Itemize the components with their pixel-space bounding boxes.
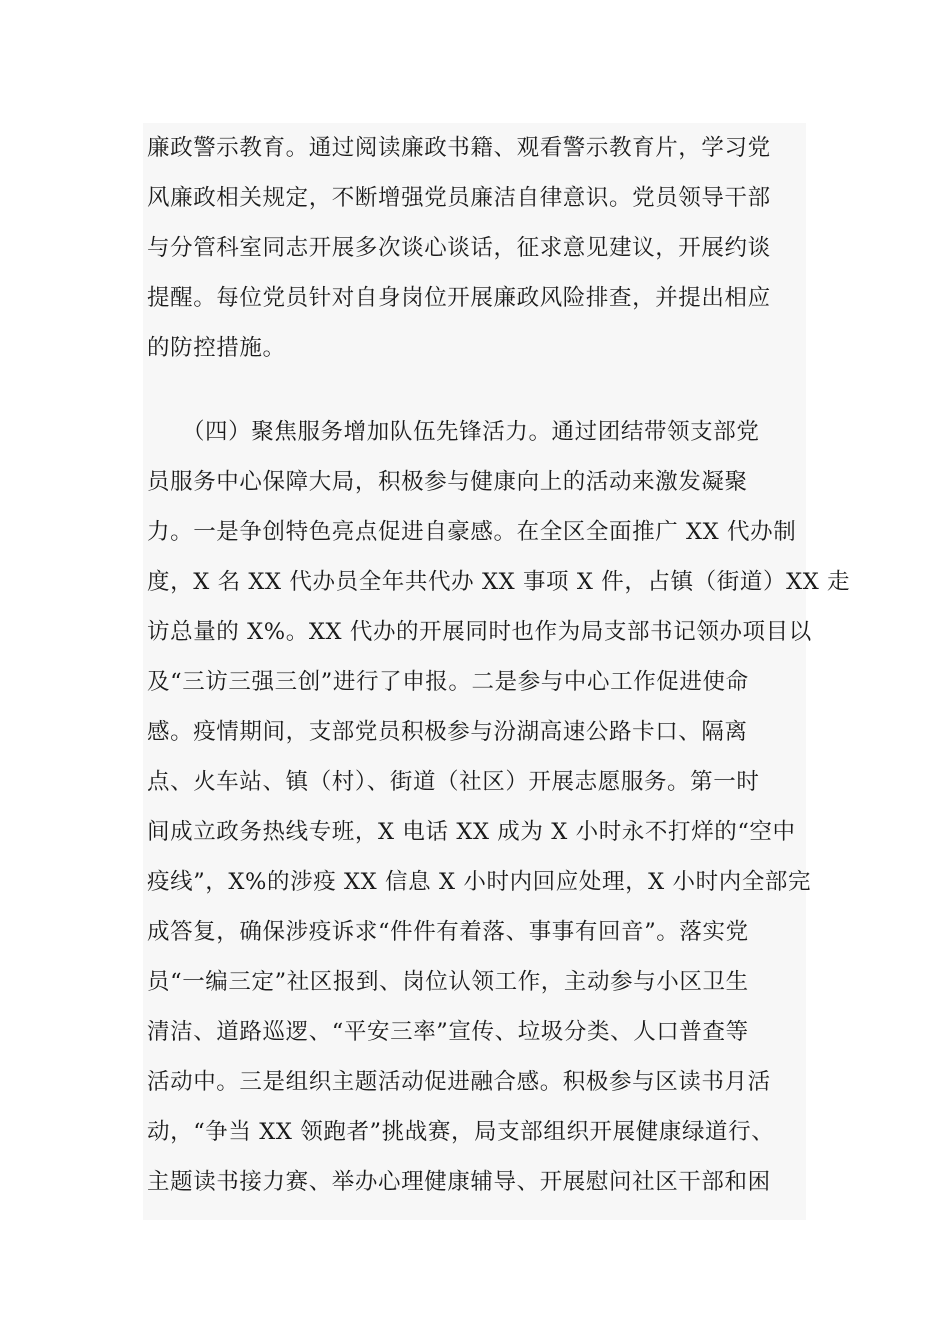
text-line: 清洁、道路巡逻、“平安三率”宣传、垃圾分类、人口普查等 [147, 1019, 749, 1045]
text-line: 动，“争当 XX 领跑者”挑战赛，局支部组织开展健康绿道行、 [147, 1119, 775, 1145]
text-line: 与分管科室同志开展多次谈心谈话，征求意见建议，开展约谈 [147, 235, 771, 261]
text-line: 点、火车站、镇（村）、街道（社区）开展志愿服务。第一时 [147, 769, 760, 795]
document-text-area [143, 123, 851, 1220]
text-line: 活动中。三是组织主题活动促进融合感。积极参与区读书月活 [147, 1069, 771, 1095]
text-line: 提醒。每位党员针对自身岗位开展廉政风险排查，并提出相应 [147, 285, 771, 311]
text-line: （四）聚焦服务增加队伍先锋活力。通过团结带领支部党 [147, 419, 760, 445]
text-line: 风廉政相关规定，不断增强党员廉洁自律意识。党员领导干部 [147, 185, 771, 211]
text-line: 及“三访三强三创”进行了申报。二是参与中心工作促进使命 [147, 669, 749, 695]
text-line: 间成立政务热线专班，X 电话 XX 成为 X 小时永不打烊的“空中 [147, 819, 796, 845]
text-line: 成答复，确保涉疫诉求“件件有着落、事事有回音”。落实党 [147, 919, 749, 945]
text-line: 疫线”，X%的涉疫 XX 信息 X 小时内回应处理，X 小时内全部完 [147, 869, 812, 895]
text-line: 感。疫情期间，支部党员积极参与汾湖高速公路卡口、隔离 [147, 719, 748, 745]
text-line: 访总量的 X%。XX 代办的开展同时也作为局支部书记领办项目以 [147, 619, 812, 645]
paragraph-2 [143, 407, 851, 1207]
text-line: 主题读书接力赛、举办心理健康辅导、开展慰问社区干部和困 [147, 1169, 771, 1195]
text-line: 的防控措施。 [147, 335, 286, 361]
text-line: 员服务中心保障大局，积极参与健康向上的活动来激发凝聚 [147, 469, 748, 495]
text-line: 度，X 名 XX 代办员全年共代办 XX 事项 X 件，占镇（街道）XX 走 [147, 569, 851, 595]
text-line: 员“一编三定”社区报到、岗位认领工作，主动参与小区卫生 [147, 969, 749, 995]
paragraph-1 [143, 123, 806, 373]
text-line: 廉政警示教育。通过阅读廉政书籍、观看警示教育片，学习党 [147, 135, 771, 161]
text-line: 力。一是争创特色亮点促进自豪感。在全区全面推广 XX 代办制 [147, 519, 797, 545]
